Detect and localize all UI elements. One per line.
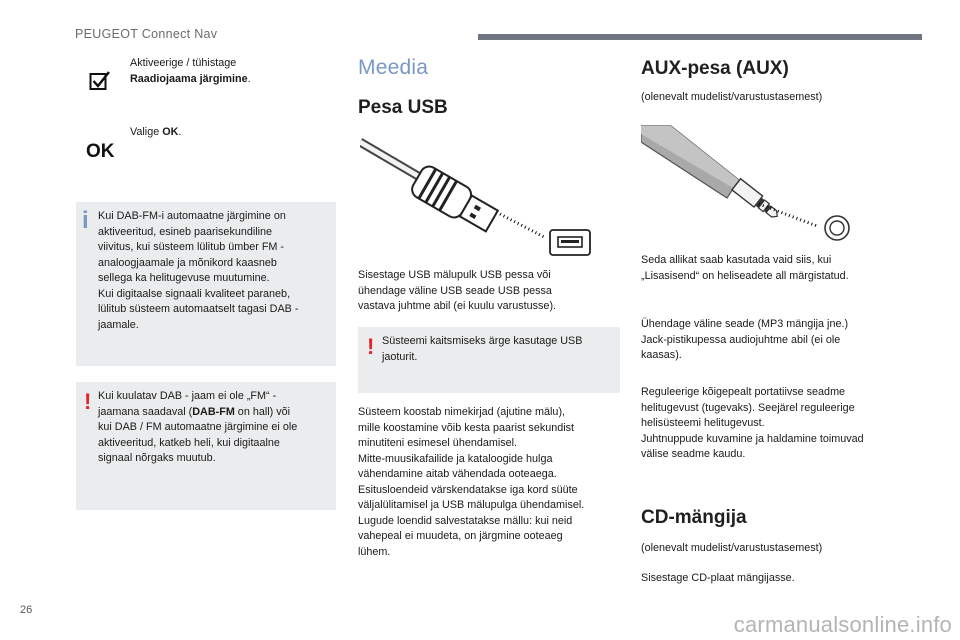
subheading-aux: AUX-pesa (AUX) xyxy=(641,58,789,79)
aux-paragraph-2: Ühendage väline seade (MP3 mängija jne.) Jack-pistikupessa audiojuhtme abil (ei ole kaasas). xyxy=(641,318,849,361)
warning-icon-middle: ! xyxy=(367,334,375,359)
info-note-text: Kui DAB-FM-i automaatne järgimine on aktiveeritud, esineb paarisekundiline viivitus, kui süsteem lülitub ümber FM - analoogjaamale ja mõnikord kaasneb sellega ka helitugevuse muutumine. Kui digitaalse signaali kvaliteet paraneb, lülitub süsteem automaatselt tagasi DAB - jaamale. xyxy=(98,210,299,331)
warning-note-text-left: Kui kuulatav DAB - jaam ei ole „FM“ - jaamana saadaval (DAB-FM on hall) või kui DAB / FM automaatne järgimine ei ole aktiveeritud, katkeb heli, kui digitaalne signaal nõrgaks muutub. xyxy=(98,390,298,464)
subheading-usb: Pesa USB xyxy=(358,97,448,118)
aux-jack-icon xyxy=(641,122,853,244)
watermark-text: carmanualsonline.info xyxy=(733,612,952,637)
step-check-icon xyxy=(89,70,111,92)
cd-note: (olenevalt mudelist/varustustasemest) xyxy=(641,542,823,554)
ok-label-icon: OK xyxy=(86,141,115,162)
usb-paragraph-2: Süsteem koostab nimekirjad (ajutine mälu), mille koostamine võib kesta paarist sekundist minutiteni esimesel ühendamisel. Mitte-muusikafailide ja kataloogide hulga vähendamine aitab vähendada ooteaega. Esitusloendeid värskendatakse iga kord süüte väljalülitamisel ja USB mälupulga ühendamisel. Lugude loendid salvestatakse mällu: kui neid vahepeal ei muudeta, on järgmine ooteaeg lühem. xyxy=(358,406,585,558)
warning-note-text-middle: Süsteemi kaitsmiseks ärge kasutage USB jaoturit. xyxy=(382,335,583,363)
step1-text: Aktiveerige / tühistage Raadiojaama järgimine. xyxy=(130,56,330,87)
warning-icon: ! xyxy=(84,389,92,414)
usb-illustration xyxy=(360,136,592,258)
subheading-cd: CD-mängija xyxy=(641,507,747,528)
header-title: PEUGEOT Connect Nav xyxy=(75,27,218,41)
step1-bold: Raadiojaama järgimine xyxy=(130,72,248,85)
usb-plug-icon xyxy=(360,136,592,258)
cd-paragraph: Sisestage CD-plaat mängijasse. xyxy=(641,572,795,584)
aux-paragraph-3: Reguleerige kõigepealt portatiivse seadme helitugevust (tugevaks). Seejärel reguleerige helisüsteemi helitugevust. Juhtnuppude kuvamine ja haldamine toimuvad välise seadme kaudu. xyxy=(641,386,864,460)
section-heading-media: Meedia xyxy=(358,56,429,79)
usb-paragraph-1: Sisestage USB mälupulk USB pessa või ühendage väline USB seade USB pessa vastava juhtme abil (ei kuulu varustusse). xyxy=(358,269,557,312)
aux-illustration xyxy=(641,122,853,244)
step1-line1: Aktiveerige / tühistage xyxy=(130,57,237,69)
aux-note: (olenevalt mudelist/varustustasemest) xyxy=(641,91,823,103)
header-bar xyxy=(478,34,922,40)
info-icon: i xyxy=(82,207,89,234)
page-number: 26 xyxy=(20,604,33,616)
step2-text: Valige OK. xyxy=(130,126,182,138)
checkbox-check-icon xyxy=(89,70,111,92)
aux-paragraph-1: Seda allikat saab kasutada vaid siis, kui „Lisasisend“ on heliseadete all märgistatud. xyxy=(641,254,849,282)
